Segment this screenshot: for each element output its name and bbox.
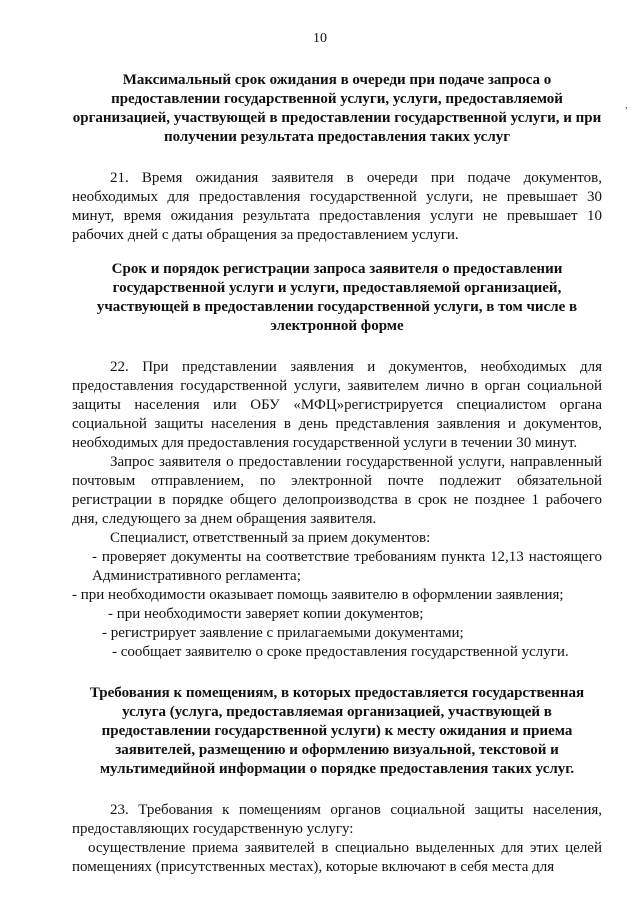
paragraph-reception: осуществление приема заявителей в специально выделенных для этих целей помещениях (присутственных местах), которые включают в себя места для bbox=[72, 840, 602, 875]
margin-mark: , bbox=[625, 100, 628, 111]
paragraph-specialist: Специалист, ответственный за прием документов: bbox=[110, 530, 431, 546]
paragraph-21: 21. Время ожидания заявителя в очереди при подаче документов, необходимых для предоставления государственной услуги, не превышает 30 минут, время ожидания результата предоставления услуги не превышает 10 рабочих дней с даты обращения за предоставлением услуги. bbox=[72, 170, 602, 243]
section-heading-waiting-time: Максимальный срок ожидания в очереди при подаче запроса о предоставлении государственной услуги, услуги, предоставляемой организацией, участвующей в предоставлении государственной услуги, и при получении результата предоставления таких услуг bbox=[72, 72, 602, 145]
document-body bbox=[72, 71, 602, 877]
list-item-certify-copies: - при необходимости заверяет копии документов; bbox=[108, 606, 424, 622]
page-number: 10 bbox=[313, 31, 327, 46]
paragraph-request: Запрос заявителя о предоставлении государственной услуги, направленный почтовым отправлением, по электронной почте подлежит обязательной регистрации в порядке общего делопроизводства в срок не позднее 1 рабочего дня, следующего за днем обращения заявителя. bbox=[72, 454, 602, 527]
section-heading-premises: Требования к помещениям, в которых предоставляется государственная услуга (услуга, предоставляемая организацией, участвующей в предоставлении государственной услуги) к месту ожидания и приема заявителей, размещению и оформлению визуальной, текстовой и мультимедийной информации о порядке предоставления таких услуг. bbox=[89, 685, 585, 777]
paragraph-22: 22. При представлении заявления и документов, необходимых для предоставления государственной услуги, заявителем лично в орган социальной защиты населения или ОБУ «МФЦ»регистрируется специалистом органа социальной защиты населения в день представления заявления и документов, необходимых для предоставления государственной услуги в течении 30 минут. bbox=[72, 359, 602, 451]
paragraph-23: 23. Требования к помещениям органов социальной защиты населения, предоставляющих государственную услугу: bbox=[72, 802, 602, 837]
section-heading-registration: Срок и порядок регистрации запроса заявителя о предоставлении государственной услуги и услуги, предоставляемой организацией, участвующей в предоставлении государственной услуги, в том числе в электронной форме bbox=[96, 261, 578, 334]
list-item-assist-applicant: - при необходимости оказывает помощь заявителю в оформлении заявления; bbox=[72, 587, 564, 603]
list-item-inform-deadline: - сообщает заявителю о сроке предоставления государственной услуги. bbox=[112, 644, 569, 660]
list-item-check-documents: - проверяет документы на соответствие требованиям пункта 12,13 настоящего Административного регламента; bbox=[92, 549, 602, 584]
list-item-register-application: - регистрирует заявление с прилагаемыми документами; bbox=[102, 625, 464, 641]
